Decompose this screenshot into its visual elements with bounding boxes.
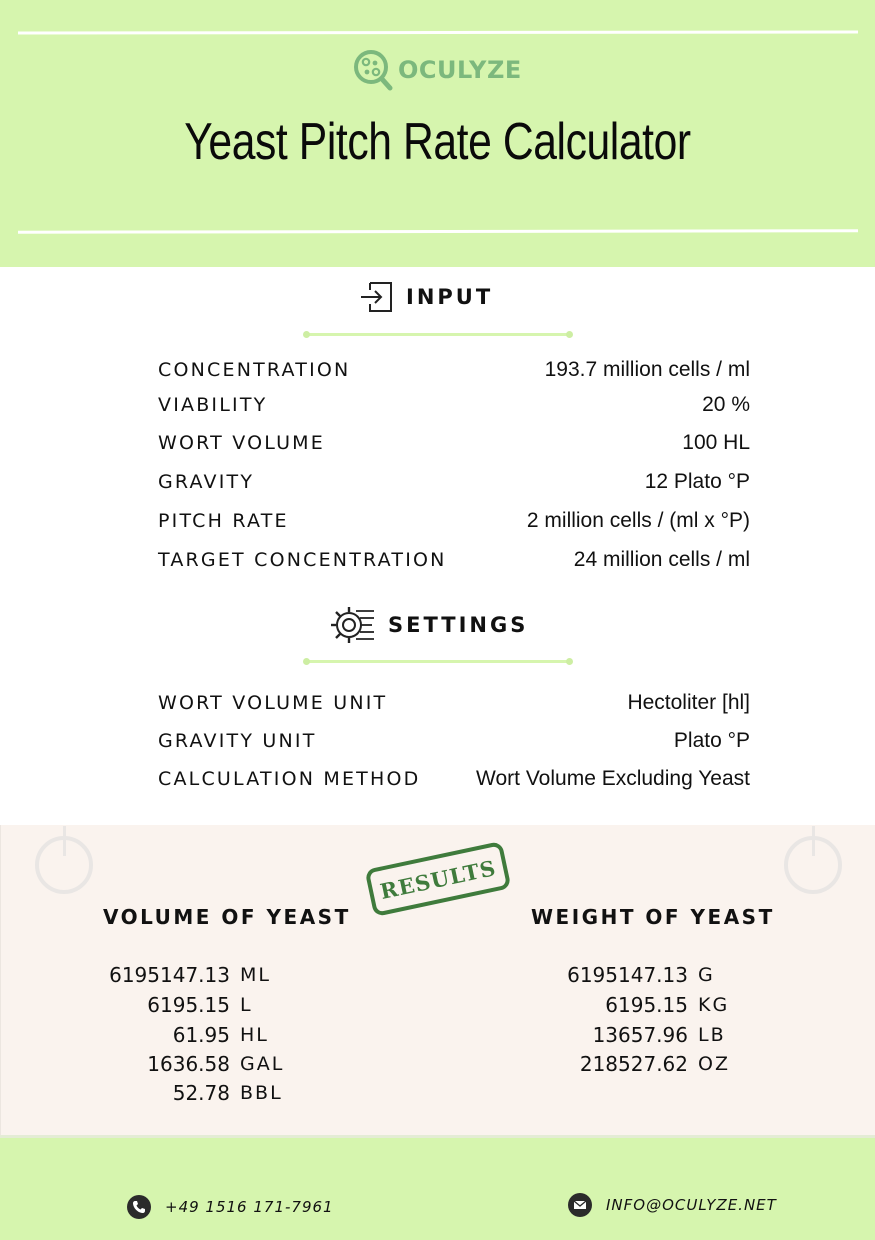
weight-heading: WEIGHT OF YEAST: [531, 905, 775, 929]
volume-row: [0, 962, 271, 988]
volume-unit: ML: [240, 964, 271, 986]
settings-value: Wort Volume Excluding Yeast: [476, 767, 750, 790]
weight-value: 6195147.13: [567, 963, 688, 987]
volume-unit: BBL: [240, 1082, 283, 1104]
weight-unit: KG: [698, 994, 730, 1016]
input-label: PITCH RATE: [158, 510, 289, 532]
settings-label: CALCULATION METHOD: [158, 768, 421, 790]
results-stamp-label: RESULTS: [377, 854, 499, 904]
volume-value: 61.95: [172, 1023, 230, 1047]
weight-value: 6195.15: [605, 993, 688, 1017]
header-rule-bottom: [18, 229, 858, 233]
phone-contact[interactable]: [127, 1195, 334, 1219]
settings-label: WORT VOLUME UNIT: [158, 692, 388, 714]
phone-icon: [127, 1195, 151, 1219]
input-label: TARGET CONCENTRATION: [158, 549, 447, 571]
settings-value: Plato °P: [673, 729, 750, 752]
input-row-target-concentration: [158, 546, 750, 574]
page-title: Yeast Pitch Rate Calculator: [184, 113, 691, 171]
page-header: [0, 0, 875, 267]
settings-row-gravity-unit: [158, 727, 750, 755]
settings-heading-label: SETTINGS: [388, 613, 529, 637]
input-label: VIABILITY: [158, 394, 268, 416]
input-divider: [306, 333, 570, 336]
settings-label: GRAVITY UNIT: [158, 730, 317, 752]
volume-row: [0, 1080, 283, 1106]
brand-name: OCULYZE: [398, 56, 522, 84]
input-value: 2 million cells / (ml x °P): [526, 509, 750, 532]
settings-row-calculation-method: [158, 765, 750, 793]
volume-value: 6195.15: [147, 993, 230, 1017]
volume-row: [0, 1051, 284, 1077]
volume-unit: GAL: [240, 1053, 285, 1075]
input-label: GRAVITY: [158, 471, 255, 493]
weight-unit: G: [698, 964, 715, 986]
header-rule-top: [18, 30, 858, 34]
input-row-gravity: [158, 468, 750, 496]
email-address[interactable]: INFO@OCULYZE.NET: [606, 1196, 777, 1214]
weight-unit: LB: [698, 1024, 726, 1046]
input-value: 20 %: [702, 393, 750, 416]
input-row-pitch-rate: [158, 507, 750, 535]
input-row-wort-volume: [158, 429, 750, 457]
gear-icon: [330, 604, 376, 646]
weight-row: [458, 992, 729, 1018]
input-label: CONCENTRATION: [158, 359, 351, 381]
weight-row: [458, 1051, 730, 1077]
input-heading: [360, 280, 493, 314]
email-contact[interactable]: [568, 1193, 777, 1217]
weight-value: 13657.96: [592, 1023, 688, 1047]
input-value: 12 Plato °P: [644, 470, 750, 493]
login-arrow-icon: [360, 280, 394, 314]
decor-circle-right: [784, 836, 842, 894]
volume-unit: L: [240, 994, 253, 1016]
phone-number[interactable]: +49 1516 171-7961: [165, 1198, 334, 1216]
input-label: WORT VOLUME: [158, 432, 325, 454]
input-row-viability: [158, 391, 750, 419]
settings-value: Hectoliter [hl]: [627, 691, 750, 714]
volume-heading: VOLUME OF YEAST: [103, 905, 351, 929]
volume-value: 6195147.13: [109, 963, 230, 987]
volume-row: [0, 1022, 269, 1048]
magnifier-cells-icon: [352, 48, 394, 92]
mail-icon: [568, 1193, 592, 1217]
volume-row: [0, 992, 253, 1018]
input-value: 24 million cells / ml: [573, 548, 750, 571]
weight-value: 218527.62: [579, 1052, 688, 1076]
volume-unit: HL: [240, 1024, 269, 1046]
settings-row-wort-volume-unit: [158, 689, 750, 717]
weight-row: [458, 962, 715, 988]
input-value: 100 HL: [682, 431, 750, 454]
settings-heading: [330, 604, 528, 646]
decor-circle-left: [35, 836, 93, 894]
volume-value: 1636.58: [147, 1052, 230, 1076]
weight-unit: OZ: [698, 1053, 730, 1075]
input-row-concentration: [158, 356, 750, 384]
brand-logo: [352, 48, 522, 92]
volume-value: 52.78: [172, 1081, 230, 1105]
page-footer: [0, 1138, 875, 1240]
input-heading-label: INPUT: [406, 285, 494, 309]
weight-row: [458, 1022, 726, 1048]
settings-divider: [306, 660, 570, 663]
input-value: 193.7 million cells / ml: [544, 358, 750, 381]
